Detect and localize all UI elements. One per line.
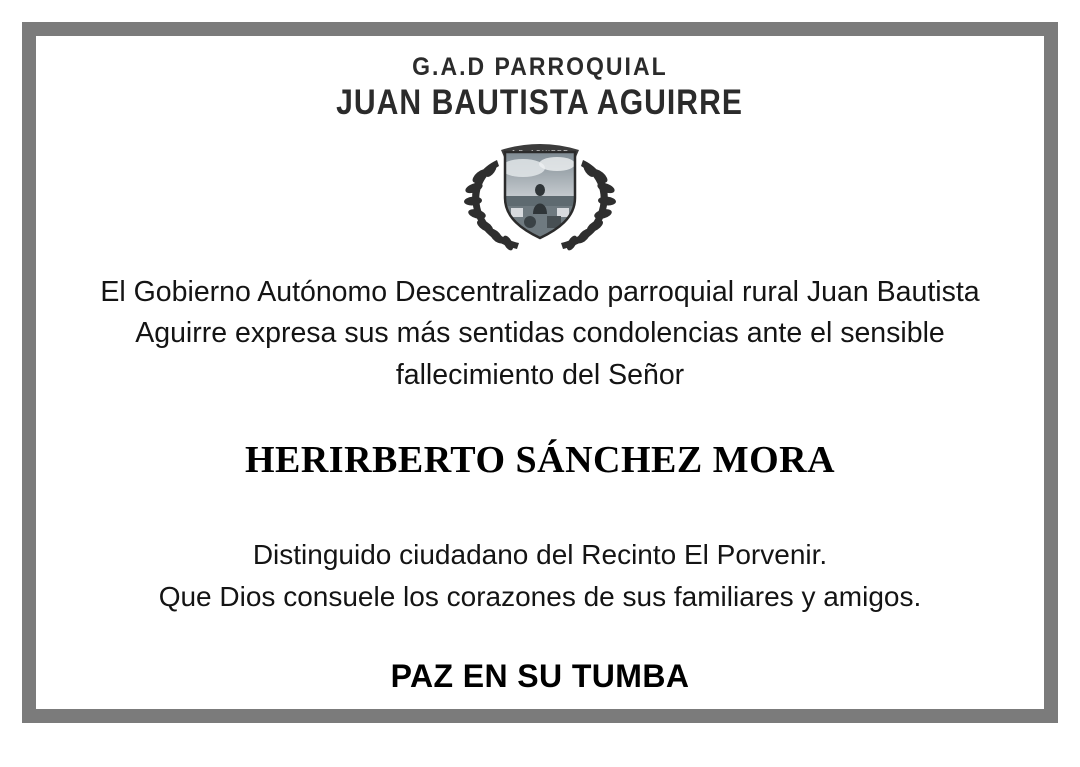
closing-text [82, 534, 998, 618]
final-line: PAZ EN SU TUMBA [390, 657, 690, 694]
organization-line-2: JUAN BAUTISTA AGUIRRE [336, 82, 744, 122]
condolence-message: El Gobierno Autónomo Descentralizado parroquial rural Juan Bautista Aguirre expresa sus más sentidas condolencias ante el sensible fallecimiento del Señor [100, 276, 980, 391]
notice-frame [22, 22, 1058, 723]
closing-line-2: Que Dios consuele los corazones de sus familiares y amigos. [158, 580, 922, 612]
organization-line-1: G.A.D PARROQUIAL [412, 53, 668, 81]
deceased-name: HERIRBERTO SÁNCHEZ MORA [244, 438, 836, 481]
notice-header [82, 54, 998, 258]
closing-line-1: Distinguido ciudadano del Recinto El Porvenir. [252, 538, 828, 570]
coat-of-arms-icon [435, 126, 645, 258]
